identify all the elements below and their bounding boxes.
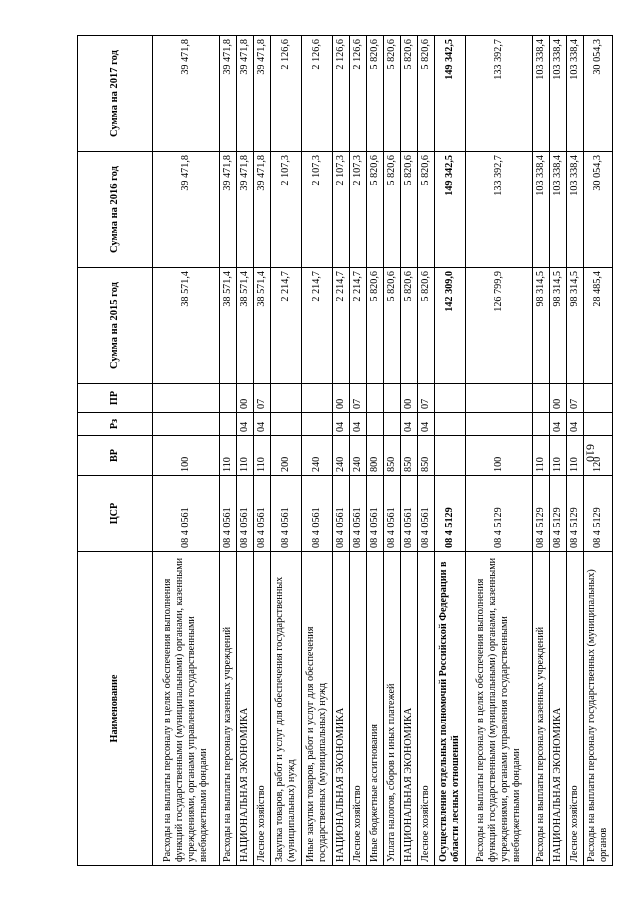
cell-sum-2015: 98 314,5: [533, 268, 550, 384]
cell-sum-2016: 5 820,6: [401, 152, 418, 268]
table-row: [584, 36, 613, 866]
cell-pr: [584, 384, 613, 413]
cell-csr: 08 4 0561: [220, 476, 237, 552]
cell-sum-2015: 142 309,0: [435, 268, 466, 384]
cell-rz: 04: [401, 413, 418, 436]
cell-sum-2017: 133 392,7: [466, 36, 533, 152]
cell-csr: 08 4 0561: [254, 476, 271, 552]
page-number: 610: [583, 444, 598, 462]
cell-rz: [153, 413, 220, 436]
cell-sum-2015: 98 314,5: [567, 268, 584, 384]
table-row: [302, 36, 333, 866]
cell-rz: 04: [333, 413, 350, 436]
cell-rz: [302, 413, 333, 436]
cell-name: Лесное хозяйство: [350, 552, 367, 866]
cell-pr: 07: [350, 384, 367, 413]
cell-csr: 08 4 0561: [302, 476, 333, 552]
cell-rz: [367, 413, 384, 436]
cell-name: Иные закупки товаров, работ и услуг для обеспечения государственных (муниципальных) нужд: [302, 552, 333, 866]
cell-vr: 110: [567, 436, 584, 476]
cell-sum-2016: 2 107,3: [350, 152, 367, 268]
table-row: [567, 36, 584, 866]
table-row: [153, 36, 220, 866]
cell-sum-2015: 38 571,4: [254, 268, 271, 384]
table-row: [350, 36, 367, 866]
cell-sum-2015: 38 571,4: [220, 268, 237, 384]
cell-pr: 07: [567, 384, 584, 413]
cell-pr: 00: [333, 384, 350, 413]
cell-csr: 08 4 5129: [567, 476, 584, 552]
cell-rz: [271, 413, 302, 436]
cell-pr: 00: [550, 384, 567, 413]
cell-sum-2015: 126 799,9: [466, 268, 533, 384]
budget-table: [77, 35, 613, 866]
cell-sum-2015: 2 214,7: [350, 268, 367, 384]
cell-vr: 800: [367, 436, 384, 476]
cell-sum-2016: 5 820,6: [367, 152, 384, 268]
cell-pr: 07: [254, 384, 271, 413]
cell-sum-2017: 39 471,8: [153, 36, 220, 152]
table-row: [435, 36, 466, 866]
cell-sum-2017: 5 820,6: [384, 36, 401, 152]
cell-csr: 08 4 0561: [271, 476, 302, 552]
cell-sum-2016: 39 471,8: [254, 152, 271, 268]
table-row: [401, 36, 418, 866]
cell-name: Расходы на выплаты персоналу государственных (муниципальных) органов: [584, 552, 613, 866]
cell-pr: [384, 384, 401, 413]
cell-sum-2017: 103 338,4: [533, 36, 550, 152]
cell-sum-2017: 39 471,8: [237, 36, 254, 152]
table-row: [533, 36, 550, 866]
header-csr: ЦСР: [78, 476, 153, 552]
cell-name: НАЦИОНАЛЬНАЯ ЭКОНОМИКА: [237, 552, 254, 866]
cell-csr: 08 4 0561: [401, 476, 418, 552]
cell-rz: [435, 413, 466, 436]
cell-sum-2015: 2 214,7: [302, 268, 333, 384]
cell-rz: 04: [418, 413, 435, 436]
cell-sum-2016: 2 107,3: [333, 152, 350, 268]
cell-name: Иные бюджетные ассигнования: [367, 552, 384, 866]
cell-pr: [533, 384, 550, 413]
cell-pr: [367, 384, 384, 413]
cell-rz: [384, 413, 401, 436]
cell-pr: [466, 384, 533, 413]
cell-vr: 240: [302, 436, 333, 476]
cell-name: Расходы на выплаты персоналу казенных учреждений: [220, 552, 237, 866]
cell-vr: 850: [401, 436, 418, 476]
cell-sum-2015: 5 820,6: [418, 268, 435, 384]
cell-rz: 04: [550, 413, 567, 436]
cell-name: НАЦИОНАЛЬНАЯ ЭКОНОМИКА: [333, 552, 350, 866]
cell-sum-2017: 149 342,5: [435, 36, 466, 152]
cell-name: Расходы на выплаты персоналу в целях обеспечения выполнения функций государственными (муниципальными) органами, казенными учреждениями, органами управления государственными внебюджетными фондами: [466, 552, 533, 866]
cell-sum-2017: 2 126,6: [302, 36, 333, 152]
cell-sum-2016: 39 471,8: [153, 152, 220, 268]
header-sum-2017: Сумма на 2017 год: [78, 36, 153, 152]
cell-sum-2016: 103 338,4: [550, 152, 567, 268]
cell-csr: 08 4 0561: [333, 476, 350, 552]
cell-sum-2015: 98 314,5: [550, 268, 567, 384]
cell-rz: [466, 413, 533, 436]
header-rz: Рз: [78, 413, 153, 436]
cell-sum-2016: 5 820,6: [384, 152, 401, 268]
cell-sum-2017: 103 338,4: [550, 36, 567, 152]
cell-csr: 08 4 5129: [435, 476, 466, 552]
cell-pr: [220, 384, 237, 413]
cell-csr: 08 4 5129: [584, 476, 613, 552]
cell-sum-2017: 30 054,3: [584, 36, 613, 152]
cell-sum-2017: 103 338,4: [567, 36, 584, 152]
cell-vr: 240: [333, 436, 350, 476]
cell-sum-2017: 5 820,6: [418, 36, 435, 152]
cell-csr: 08 4 5129: [533, 476, 550, 552]
cell-sum-2015: 2 214,7: [333, 268, 350, 384]
cell-pr: 00: [401, 384, 418, 413]
cell-name: Лесное хозяйство: [254, 552, 271, 866]
table-row: [237, 36, 254, 866]
cell-pr: [302, 384, 333, 413]
cell-pr: 07: [418, 384, 435, 413]
cell-rz: 04: [237, 413, 254, 436]
cell-sum-2017: 5 820,6: [401, 36, 418, 152]
cell-vr: 110: [220, 436, 237, 476]
cell-pr: 00: [237, 384, 254, 413]
cell-name: Закупка товаров, работ и услуг для обеспечения государственных (муниципальных) нужд: [271, 552, 302, 866]
cell-name: Осуществление отдельных полномочий Российской Федерации в области лесных отношений: [435, 552, 466, 866]
cell-vr: 110: [533, 436, 550, 476]
cell-csr: 08 4 0561: [237, 476, 254, 552]
cell-name: Расходы на выплаты персоналу казенных учреждений: [533, 552, 550, 866]
cell-sum-2016: 133 392,7: [466, 152, 533, 268]
cell-csr: 08 4 0561: [350, 476, 367, 552]
table-row: [271, 36, 302, 866]
cell-sum-2017: 39 471,8: [220, 36, 237, 152]
cell-sum-2015: 5 820,6: [367, 268, 384, 384]
cell-csr: 08 4 0561: [153, 476, 220, 552]
cell-sum-2016: 103 338,4: [567, 152, 584, 268]
cell-pr: [153, 384, 220, 413]
table-row: [466, 36, 533, 866]
cell-rz: 04: [254, 413, 271, 436]
header-pr: ПР: [78, 384, 153, 413]
cell-sum-2015: 2 214,7: [271, 268, 302, 384]
cell-sum-2015: 5 820,6: [401, 268, 418, 384]
table-row: [384, 36, 401, 866]
cell-name: НАЦИОНАЛЬНАЯ ЭКОНОМИКА: [401, 552, 418, 866]
cell-vr: [435, 436, 466, 476]
cell-rz: [584, 413, 613, 436]
cell-sum-2016: 2 107,3: [302, 152, 333, 268]
table-row: [254, 36, 271, 866]
cell-sum-2016: 5 820,6: [418, 152, 435, 268]
cell-sum-2017: 2 126,6: [271, 36, 302, 152]
table-row: [333, 36, 350, 866]
cell-rz: 04: [567, 413, 584, 436]
table-row: [220, 36, 237, 866]
cell-vr: 200: [271, 436, 302, 476]
cell-vr: 100: [466, 436, 533, 476]
cell-sum-2015: 38 571,4: [237, 268, 254, 384]
cell-vr: 100: [153, 436, 220, 476]
cell-sum-2017: 2 126,6: [350, 36, 367, 152]
cell-name: Уплата налогов, сборов и иных платежей: [384, 552, 401, 866]
cell-vr: 240: [350, 436, 367, 476]
cell-csr: 08 4 0561: [367, 476, 384, 552]
header-sum-2015: Сумма на 2015 год: [78, 268, 153, 384]
cell-sum-2017: 5 820,6: [367, 36, 384, 152]
cell-pr: [435, 384, 466, 413]
cell-sum-2016: 39 471,8: [237, 152, 254, 268]
cell-pr: [271, 384, 302, 413]
cell-sum-2015: 5 820,6: [384, 268, 401, 384]
cell-sum-2016: 2 107,3: [271, 152, 302, 268]
cell-sum-2017: 2 126,6: [333, 36, 350, 152]
table-row: [550, 36, 567, 866]
cell-vr: 110: [237, 436, 254, 476]
cell-sum-2016: 103 338,4: [533, 152, 550, 268]
cell-csr: 08 4 0561: [418, 476, 435, 552]
cell-vr: 110: [550, 436, 567, 476]
cell-sum-2016: 149 342,5: [435, 152, 466, 268]
header-vr: ВР: [78, 436, 153, 476]
cell-sum-2016: 30 054,3: [584, 152, 613, 268]
cell-sum-2016: 39 471,8: [220, 152, 237, 268]
cell-sum-2017: 39 471,8: [254, 36, 271, 152]
cell-rz: 04: [350, 413, 367, 436]
cell-sum-2015: 38 571,4: [153, 268, 220, 384]
header-row: [78, 36, 153, 866]
cell-vr: 110: [254, 436, 271, 476]
cell-csr: 08 4 5129: [466, 476, 533, 552]
table-row: [367, 36, 384, 866]
cell-sum-2015: 28 485,4: [584, 268, 613, 384]
cell-csr: 08 4 5129: [550, 476, 567, 552]
header-name: Наименование: [78, 552, 153, 866]
cell-name: НАЦИОНАЛЬНАЯ ЭКОНОМИКА: [550, 552, 567, 866]
cell-name: Лесное хозяйство: [567, 552, 584, 866]
cell-vr: 120: [584, 436, 613, 476]
cell-vr: 850: [384, 436, 401, 476]
cell-rz: [533, 413, 550, 436]
cell-name: Лесное хозяйство: [418, 552, 435, 866]
cell-rz: [220, 413, 237, 436]
table-row: [418, 36, 435, 866]
header-sum-2016: Сумма на 2016 год: [78, 152, 153, 268]
cell-name: Расходы на выплаты персоналу в целях обеспечения выполнения функций государственными (муниципальными) органами, казенными учреждениями, органами управления государственными внебюджетными фондами: [153, 552, 220, 866]
cell-vr: 850: [418, 436, 435, 476]
cell-csr: 08 4 0561: [384, 476, 401, 552]
